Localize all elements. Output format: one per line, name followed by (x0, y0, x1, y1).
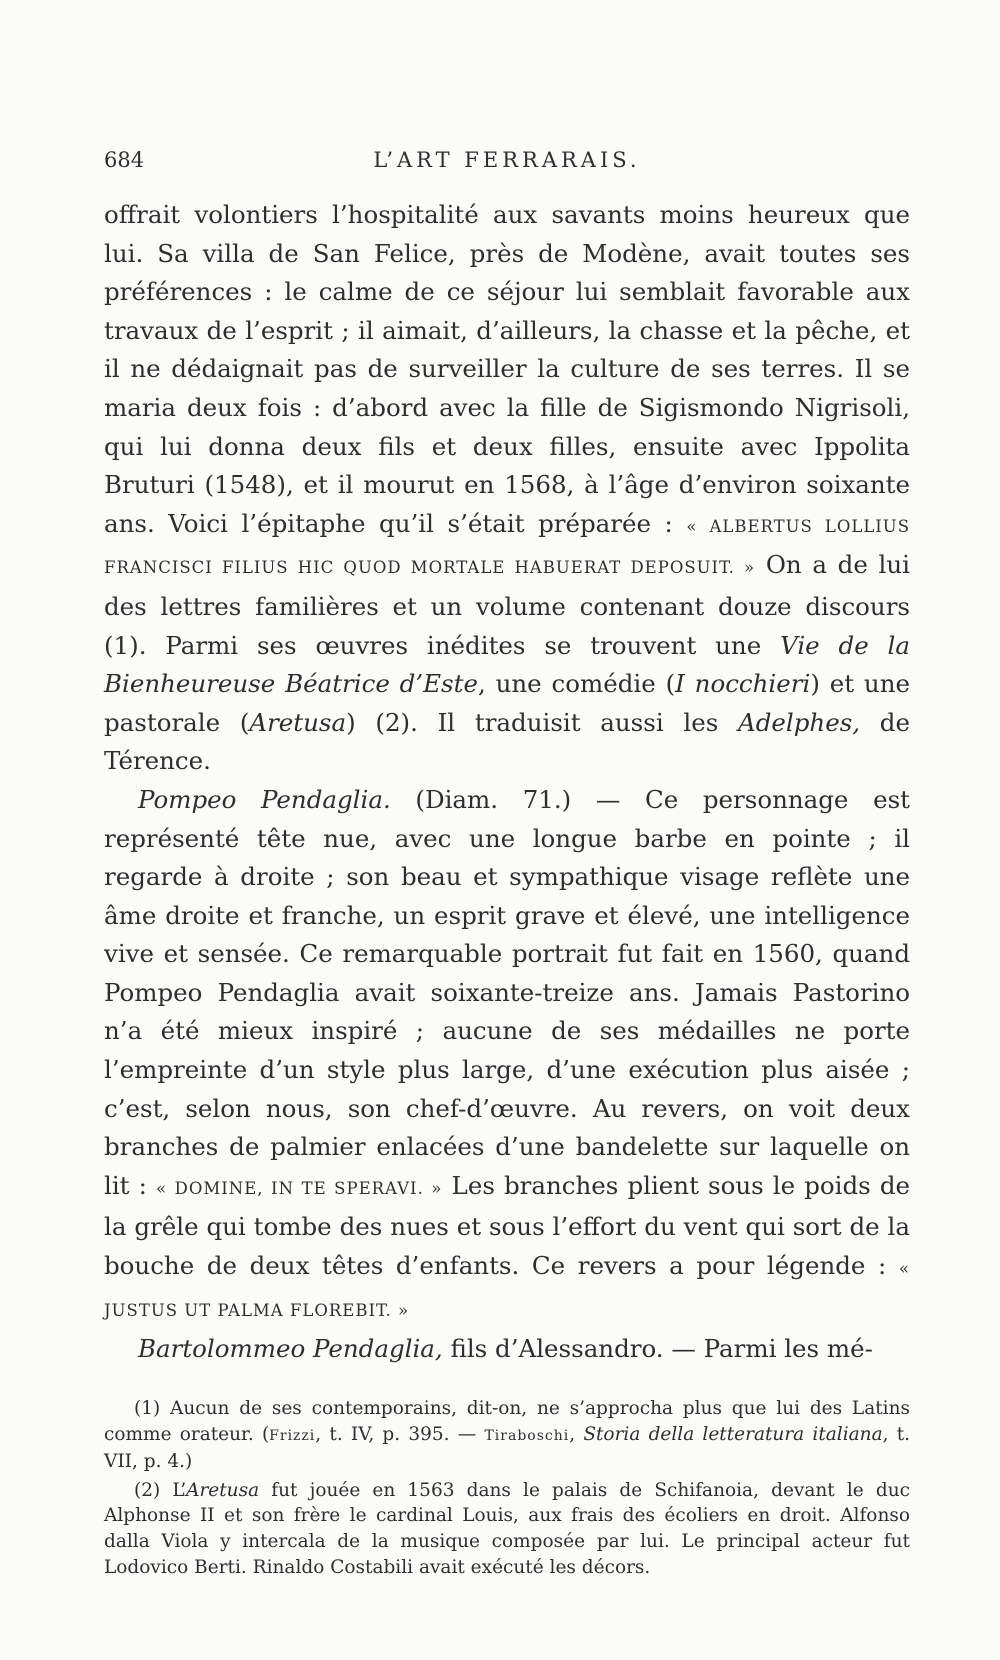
medal-inscription: « DOMINE, IN TE SPERAVI. » (155, 1178, 443, 1198)
paragraph-pompeo-pendaglia (104, 781, 910, 1330)
author-name-frizzi: Frizzi (269, 1427, 316, 1444)
book-title-storia: Storia della letteratura italiana (583, 1423, 883, 1445)
work-title-comedy: I nocchieri (675, 669, 811, 699)
text-run: fut jouée en 1563 dans le palais de Schifanoia, devant le duc Alphonse II et son frère le cardinal Louis, aux frais des écoliers en droit. Alfonso dalla Viola y intercala de la musique composée par lui. Le principal acteur fut Lodovico Berti. Rinaldo Costabili avait exécuté les décors. (104, 1479, 910, 1578)
medal-subject-name: Bartolommeo Pendaglia, (138, 1334, 443, 1364)
paragraph-bartolommeo-pendaglia (104, 1330, 910, 1369)
text-run: ) et une pastorale ( (104, 669, 910, 737)
text-run: fils d’Alessandro. — Parmi les mé- (442, 1334, 873, 1364)
work-title-adelphes: Adelphes, (738, 707, 861, 737)
text-run: offrait volontiers l’hospitalité aux savants moins heureux que lui. Sa villa de San Felice, près de Modène, avait toutes ses préférences : le calme de ce séjour lui semblait favorable aux travaux de l’esprit ; il aimait, d’ailleurs, la chasse et la pêche, et il ne dédaignait pas de surveiller la culture de ses terres. Il se maria deux fois : d’abord avec la fille de Sigismondo Nigrisoli, qui lui donna deux fils et deux filles, ensuite avec Ippolita Bruturi (1548), et il mourut en 1568, à l’âge d’environ soixante ans. Voici l’épitaphe qu’il s’était préparée : (104, 200, 910, 538)
text-run: ) (2). Il traduisit aussi les (346, 707, 739, 737)
running-title: L’ART FERRARAIS. (373, 148, 641, 172)
page-number: 684 (104, 148, 145, 172)
medal-legend: « JUSTUS UT PALMA FLOREBIT. » (104, 1259, 910, 1320)
running-head (104, 148, 910, 178)
work-title-aretusa: Aretusa (186, 1479, 260, 1501)
text-run: (1) Aucun de ses contemporains, dit-on, ne s’approcha plus que lui des Latins comme orateur. ( (104, 1398, 910, 1445)
body-text (104, 196, 910, 1369)
footnote-1 (104, 1396, 910, 1475)
text-run: Les branches plient sous le poids de la grêle qui tombe des nues et sous l’effort du vent qui sort de la bouche de deux têtes d’enfants. Ce revers a pour légende : (104, 1170, 911, 1281)
work-title-pastoral: Aretusa (249, 707, 347, 737)
work-title-vie: Vie de la Bienheureuse Béatrice d’Este (104, 630, 910, 699)
text-run: (2) L’ (134, 1479, 187, 1501)
text-run: (Diam. 71.) — Ce personnage est représenté tête nue, avec une longue barbe en pointe ; il regarde à droite ; son beau et sympathique visage reflète une âme droite et franche, un esprit grave et élevé, une intelligence vive et sensée. Ce remarquable portrait fut fait en 1560, quand Pompeo Pendaglia avait soixante-treize ans. Jamais Pastorino n’a été mieux inspiré ; aucune de ses médailles ne porte l’empreinte d’un style plus large, d’une exécution plus aisée ; c’est, selon nous, son chef-d’œuvre. Au revers, on voit deux branches de palmier enlacées d’une bandelette sur laquelle on lit : (104, 784, 910, 1200)
text-run: On a de lui des lettres familières et un volume contenant douze discours (1). Parmi ses œuvres inédites se trouvent une (104, 550, 910, 660)
text-run: , t. VII, p. 4.) (104, 1423, 911, 1473)
text-run: , une comédie ( (477, 669, 676, 699)
text-run: , (569, 1423, 584, 1445)
author-name-tiraboschi: Tiraboschi (484, 1427, 570, 1444)
paragraph-lollio (104, 196, 910, 781)
footnote-2 (104, 1478, 910, 1580)
medal-subject-name: Pompeo Pendaglia. (138, 784, 391, 814)
text-run: de Térence. (104, 707, 910, 776)
epitaph-inscription: « ALBERTUS LOLLIUS FRANCISCI FILIUS HIC QUOD MORTALE HABUERAT DEPOSUIT. » (104, 516, 910, 578)
text-run: , t. IV, p. 395. — (315, 1423, 485, 1445)
footnotes (104, 1396, 910, 1583)
